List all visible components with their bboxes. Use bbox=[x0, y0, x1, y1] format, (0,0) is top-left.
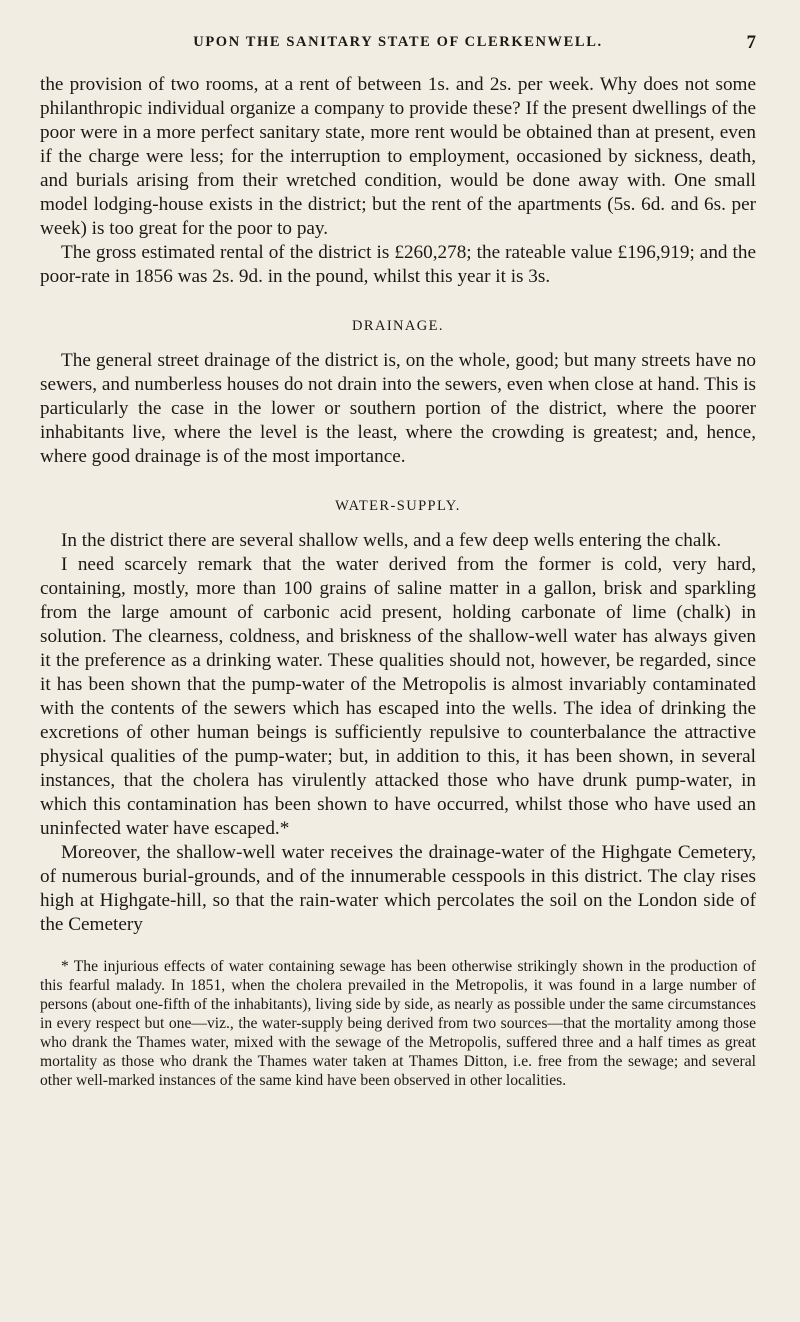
water-supply-heading: WATER-SUPPLY. bbox=[335, 498, 461, 514]
paragraph-continued: the provision of two rooms, at a rent of between 1s. and 2s. per week. Why does not some philanthropic individual organize a company to provide these? If the present dwellings of the poor were in a more perfect sanitary state, more rent would be obtained than at present, even if the charge were less; for the interruption to employment, occasioned by sickness, death, and burials arising from their wretched condition, would be done away with. One small model lodging-house exists in the district; but the rent of the apartments (5s. 6d. and 6s. per week) is too great for the poor to pay. bbox=[40, 74, 756, 239]
paragraph-wells: In the district there are several shallow wells, and a few deep wells entering the chalk. bbox=[61, 530, 722, 551]
running-title: UPON THE SANITARY STATE OF CLERKENWELL. bbox=[193, 34, 603, 50]
body-text bbox=[40, 73, 756, 1106]
footnote: * The injurious effects of water containing sewage has been otherwise strikingly shown in the production of this fearful malady. In 1851, when the cholera prevailed in the Metropolis, it was found in a large number of persons (about one-fifth of the inhabitants), living side by side, as nearly as possible under the same circumstances in every respect but one—viz., the water-supply being derived from two sources—that the mortality among those who drank the Thames water, mixed with the sewage of the Metropolis, suffered three and a half times as great mortality as those who drank the Thames water taken at Thames Ditton, i.e. free from the sewage; and several other well-marked instances of the same kind have been observed in other localities. bbox=[40, 958, 756, 1089]
running-header bbox=[40, 34, 756, 58]
paragraph-rental: The gross estimated rental of the district is £260,278; the rateable value £196,919; and the poor-rate in 1856 was 2s. 9d. in the pound, whilst this year it is 3s. bbox=[40, 242, 756, 287]
paragraph-drainage: The general street drainage of the district is, on the whole, good; but many streets have no sewers, and numberless houses do not drain into the sewers, even when close at hand. This is particularly the case in the lower or southern portion of the district, where the poorer inhabitants live, where the level is the least, where the crowding is greatest; and, hence, where good drainage is of the most importance. bbox=[40, 350, 756, 467]
document-page bbox=[40, 0, 756, 1322]
paragraph-water-quality: I need scarcely remark that the water derived from the former is cold, very hard, containing, mostly, more than 100 grains of saline matter in a gallon, brisk and sparkling from the large amount of carbonic acid present, holding carbonate of lime (chalk) in solution. The clearness, coldness, and briskness of the shallow-well water has always given it the preference as a drinking water. These qualities should not, however, be regarded, since it has been shown that the pump-water of the Metropolis is almost invariably contaminated with the contents of the sewers which has escaped into the wells. The idea of drinking the excretions of other human beings is sufficiently repulsive to counterbalance the attractive physical qualities of the pump-water; but, in addition to this, it has been shown, in several instances, that the cholera has virulently attacked those who have drunk pump-water, in which this contamination has been shown to have occurred, whilst those who have used an uninfected water have escaped.* bbox=[40, 554, 756, 839]
page-number: 7 bbox=[746, 32, 756, 53]
drainage-heading: DRAINAGE. bbox=[352, 318, 444, 334]
paragraph-drainage-water: Moreover, the shallow-well water receives the drainage-water of the Highgate Cemetery, of numerous burial-grounds, and of the innumerable cesspools in this district. The clay rises high at Highgate-hill, so that the rain-water which percolates the soil on the London side of the Cemetery bbox=[40, 842, 756, 935]
